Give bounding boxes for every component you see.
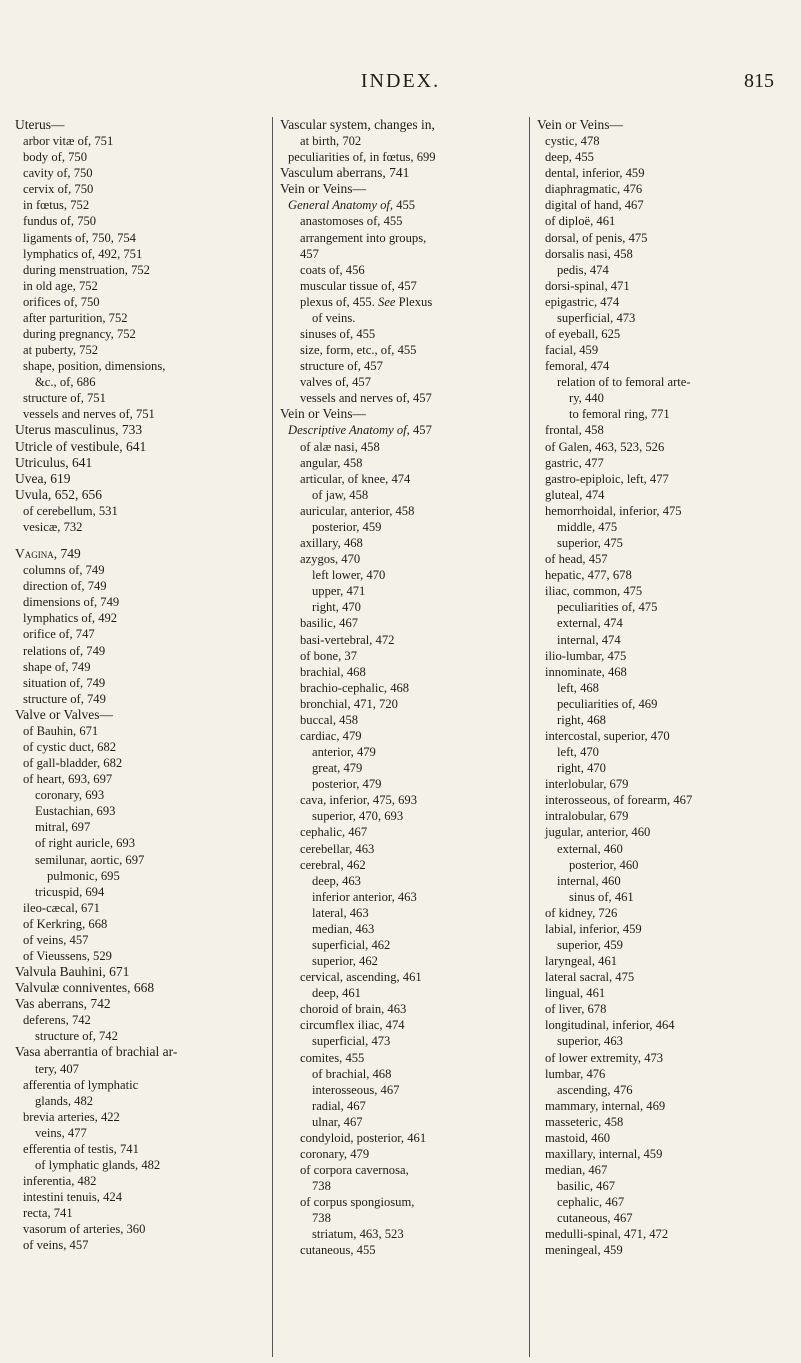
index-heading: Vein or Veins— bbox=[280, 406, 366, 422]
index-entry: gastric, 477 bbox=[545, 455, 604, 470]
index-entry: of jaw, 458 bbox=[312, 487, 369, 502]
index-entry: valves of, 457 bbox=[300, 375, 371, 390]
index-entry: cervical, ascending, 461 bbox=[300, 970, 422, 985]
index-entry: of cystic duct, 682 bbox=[23, 739, 117, 754]
index-entry: longitudinal, inferior, 464 bbox=[545, 1018, 675, 1033]
index-column-3 bbox=[537, 117, 795, 1259]
index-entry: gastro-epiploic, left, 477 bbox=[545, 471, 669, 486]
index-entry: dimensions of, 749 bbox=[23, 595, 120, 610]
index-entry: of eyeball, 625 bbox=[545, 327, 621, 342]
index-entry: during pregnancy, 752 bbox=[23, 327, 136, 342]
index-entry: superior, 459 bbox=[557, 937, 623, 952]
index-heading: Vascular system, changes in, bbox=[280, 117, 435, 132]
index-entry: at puberty, 752 bbox=[23, 343, 99, 358]
index-entry: hepatic, 477, 678 bbox=[545, 568, 632, 583]
index-entry: left, 470 bbox=[557, 745, 599, 760]
index-entry: external, 460 bbox=[557, 841, 623, 856]
index-entry: external, 474 bbox=[557, 616, 623, 631]
index-entry: of gall-bladder, 682 bbox=[23, 756, 123, 771]
column-divider bbox=[529, 117, 530, 1357]
index-entry: intercostal, superior, 470 bbox=[545, 728, 670, 743]
index-entry: cerebral, 462 bbox=[300, 857, 366, 872]
index-entry: deep, 461 bbox=[312, 986, 361, 1001]
index-entry: bronchial, 471, 720 bbox=[300, 696, 398, 711]
index-entry: medulli-spinal, 471, 472 bbox=[545, 1227, 669, 1242]
index-entry: middle, 475 bbox=[557, 519, 618, 534]
index-entry: anastomoses of, 455 bbox=[300, 214, 403, 229]
index-entry: shape, position, dimensions, bbox=[23, 359, 166, 374]
index-entry: dorsi-spinal, 471 bbox=[545, 278, 630, 293]
column-divider bbox=[272, 117, 273, 1357]
index-entry: 738 bbox=[312, 1211, 331, 1226]
index-entry: of brachial, 468 bbox=[312, 1066, 392, 1081]
index-entry: recta, 741 bbox=[23, 1206, 73, 1221]
index-entry: superficial, 473 bbox=[312, 1034, 391, 1049]
index-entry: vessels and nerves of, 457 bbox=[300, 391, 432, 406]
index-entry: 738 bbox=[312, 1179, 331, 1194]
index-entry: vesicæ, 732 bbox=[23, 519, 83, 534]
spacer bbox=[15, 535, 260, 546]
index-entry: superior, 475 bbox=[557, 536, 623, 551]
index-heading: Vein or Veins— bbox=[537, 117, 623, 132]
index-entry: of kidney, 726 bbox=[545, 905, 618, 920]
index-entry: afferentia of lymphatic bbox=[23, 1077, 139, 1092]
index-entry: internal, 460 bbox=[557, 873, 621, 888]
index-entry: intestini tenuis, 424 bbox=[23, 1190, 122, 1205]
index-entry: sinuses of, 455 bbox=[300, 327, 376, 342]
index-entry: auricular, anterior, 458 bbox=[300, 503, 415, 518]
index-entry: superior, 470, 693 bbox=[312, 809, 404, 824]
index-entry: frontal, 458 bbox=[545, 423, 604, 438]
index-heading: Valvula Bauhini, 671 bbox=[15, 964, 130, 980]
page-title: INDEX. bbox=[360, 70, 441, 92]
index-entry: of veins. bbox=[312, 310, 356, 325]
index-entry: dorsalis nasi, 458 bbox=[545, 246, 633, 261]
index-entry: shape of, 749 bbox=[23, 659, 91, 674]
index-heading: Uvea, 619 bbox=[15, 470, 71, 486]
index-entry: of corpora cavernosa, bbox=[300, 1163, 409, 1178]
index-entry: veins, 477 bbox=[35, 1125, 87, 1140]
index-entry: of cerebellum, 531 bbox=[23, 503, 118, 518]
index-entry: diaphragmatic, 476 bbox=[545, 182, 643, 197]
index-entry: ilio-lumbar, 475 bbox=[545, 648, 627, 663]
index-entry: orifice of, 747 bbox=[23, 627, 95, 642]
index-entry: coronary, 479 bbox=[300, 1147, 370, 1161]
index-entry: lumbar, 476 bbox=[545, 1066, 606, 1081]
index-entry: cava, inferior, 475, 693 bbox=[300, 793, 417, 808]
index-entry: of liver, 678 bbox=[545, 1002, 607, 1017]
index-entry: jugular, anterior, 460 bbox=[545, 825, 651, 840]
index-entry: epigastric, 474 bbox=[545, 294, 620, 309]
index-entry: basilic, 467 bbox=[557, 1179, 616, 1194]
index-heading: Uterus masculinus, 733 bbox=[15, 422, 143, 438]
index-entry: relation of to femoral arte- bbox=[557, 375, 691, 390]
index-entry: orifices of, 750 bbox=[23, 294, 100, 309]
index-entry: cephalic, 467 bbox=[300, 825, 368, 840]
index-entry: direction of, 749 bbox=[23, 579, 107, 594]
index-entry: choroid of brain, 463 bbox=[300, 1002, 407, 1017]
index-entry: mitral, 697 bbox=[35, 820, 91, 835]
index-entry: ligaments of, 750, 754 bbox=[23, 230, 136, 245]
index-entry: plexus of, 455. See Plexus bbox=[300, 294, 433, 309]
index-entry: of bone, 37 bbox=[300, 648, 358, 663]
index-entry: cerebellar, 463 bbox=[300, 841, 375, 856]
index-entry: interlobular, 679 bbox=[545, 777, 629, 792]
index-entry: columns of, 749 bbox=[23, 563, 105, 578]
index-entry: left lower, 470 bbox=[312, 568, 386, 583]
index-entry: mastoid, 460 bbox=[545, 1130, 611, 1145]
index-entry: vessels and nerves of, 751 bbox=[23, 407, 155, 422]
index-entry: of alæ nasi, 458 bbox=[300, 439, 380, 454]
index-entry: during menstruation, 752 bbox=[23, 262, 150, 277]
index-entry: inferentia, 482 bbox=[23, 1174, 97, 1189]
index-entry: meningeal, 459 bbox=[545, 1243, 623, 1258]
index-entry: posterior, 459 bbox=[312, 519, 382, 534]
index-entry: internal, 474 bbox=[557, 632, 621, 647]
index-entry: superior, 462 bbox=[312, 954, 378, 969]
index-entry: cutaneous, 467 bbox=[557, 1211, 633, 1226]
index-entry: digital of hand, 467 bbox=[545, 198, 644, 213]
index-entry: cutaneous, 455 bbox=[300, 1243, 376, 1258]
index-entry: right, 470 bbox=[557, 761, 606, 776]
index-entry: vasorum of arteries, 360 bbox=[23, 1222, 146, 1237]
index-entry: lingual, 461 bbox=[545, 986, 606, 1001]
index-entry: to femoral ring, 771 bbox=[569, 407, 670, 422]
index-entry: upper, 471 bbox=[312, 584, 366, 599]
index-entry: cardiac, 479 bbox=[300, 728, 362, 743]
index-entry: peculiarities of, 469 bbox=[557, 696, 658, 711]
index-entry: body of, 750 bbox=[23, 150, 88, 165]
index-entry: deferens, 742 bbox=[23, 1013, 91, 1028]
page-header bbox=[0, 70, 801, 100]
index-entry: peculiarities of, in fœtus, 699 bbox=[288, 150, 436, 165]
index-entry: superficial, 462 bbox=[312, 937, 391, 952]
index-entry: superior, 463 bbox=[557, 1034, 623, 1049]
index-entry: arbor vitæ of, 751 bbox=[23, 134, 114, 149]
index-entry: maxillary, internal, 459 bbox=[545, 1147, 663, 1161]
index-entry: cervix of, 750 bbox=[23, 182, 94, 197]
index-entry: buccal, 458 bbox=[300, 712, 359, 727]
index-entry: Eustachian, 693 bbox=[35, 804, 116, 819]
index-entry: anterior, 479 bbox=[312, 745, 376, 760]
index-entry: articular, of knee, 474 bbox=[300, 471, 411, 486]
index-entry: tricuspid, 694 bbox=[35, 884, 105, 899]
index-entry: coronary, 693 bbox=[35, 788, 105, 803]
index-entry: of Vieussens, 529 bbox=[23, 948, 112, 963]
index-entry: great, 479 bbox=[312, 761, 363, 776]
index-entry: sinus of, 461 bbox=[569, 889, 634, 904]
index-column-1 bbox=[15, 117, 260, 1253]
index-entry: pedis, 474 bbox=[557, 262, 609, 277]
index-entry: median, 463 bbox=[312, 921, 375, 936]
index-entry: cavity of, 750 bbox=[23, 166, 93, 181]
index-entry: of Kerkring, 668 bbox=[23, 916, 108, 931]
index-heading: Uvula, 652, 656 bbox=[15, 486, 102, 502]
index-entry: fundus of, 750 bbox=[23, 214, 97, 229]
index-entry: cystic, 478 bbox=[545, 134, 600, 149]
index-entry: efferentia of testis, 741 bbox=[23, 1141, 139, 1156]
index-entry: basi-vertebral, 472 bbox=[300, 632, 395, 647]
index-entry: median, 467 bbox=[545, 1163, 608, 1178]
index-entry: ulnar, 467 bbox=[312, 1114, 363, 1129]
index-entry: posterior, 460 bbox=[569, 857, 639, 872]
index-entry: of corpus spongiosum, bbox=[300, 1195, 415, 1210]
index-entry: of lower extremity, 473 bbox=[545, 1050, 664, 1065]
index-entry: brachial, 468 bbox=[300, 664, 366, 679]
index-entry: masseteric, 458 bbox=[545, 1114, 624, 1129]
index-entry: of head, 457 bbox=[545, 552, 608, 567]
index-entry: mammary, internal, 469 bbox=[545, 1098, 666, 1113]
index-entry: radial, 467 bbox=[312, 1098, 366, 1113]
index-entry: cephalic, 467 bbox=[557, 1195, 625, 1210]
index-entry: angular, 458 bbox=[300, 455, 363, 470]
index-entry: interosseous, 467 bbox=[312, 1082, 400, 1097]
index-entry: femoral, 474 bbox=[545, 359, 610, 374]
index-entry: innominate, 468 bbox=[545, 664, 627, 679]
index-entry: of veins, 457 bbox=[23, 932, 89, 947]
index-entry: hemorrhoidal, inferior, 475 bbox=[545, 503, 682, 518]
index-entry: of right auricle, 693 bbox=[35, 836, 136, 851]
index-entry: at birth, 702 bbox=[300, 134, 362, 149]
index-entry: structure of, 457 bbox=[300, 359, 383, 374]
index-entry: 457 bbox=[300, 246, 319, 261]
index-entry: labial, inferior, 459 bbox=[545, 921, 642, 936]
index-heading: Vein or Veins— bbox=[280, 181, 366, 197]
index-entry: semilunar, aortic, 697 bbox=[35, 852, 145, 867]
index-entry: structure of, 742 bbox=[35, 1029, 118, 1044]
index-entry: relations of, 749 bbox=[23, 643, 106, 658]
index-column-2 bbox=[280, 117, 525, 1259]
index-entry: posterior, 479 bbox=[312, 777, 382, 792]
index-entry: circumflex iliac, 474 bbox=[300, 1018, 405, 1033]
index-entry: coats of, 456 bbox=[300, 262, 365, 277]
index-heading: Vas aberrans, 742 bbox=[15, 996, 111, 1012]
index-entry: ry, 440 bbox=[569, 391, 604, 406]
index-entry: after parturition, 752 bbox=[23, 310, 128, 325]
index-entry: axillary, 468 bbox=[300, 536, 363, 551]
index-heading: Valve or Valves— bbox=[15, 706, 113, 722]
index-entry: azygos, 470 bbox=[300, 552, 361, 567]
index-entry: in fœtus, 752 bbox=[23, 198, 90, 213]
index-entry: left, 468 bbox=[557, 680, 599, 695]
index-entry: brachio-cephalic, 468 bbox=[300, 680, 410, 695]
index-heading: Valvulæ conniventes, 668 bbox=[15, 980, 155, 996]
index-heading: Utriculus, 641 bbox=[15, 454, 93, 470]
index-entry: of lymphatic glands, 482 bbox=[35, 1158, 161, 1172]
index-entry: structure of, 749 bbox=[23, 691, 106, 706]
index-entry: condyloid, posterior, 461 bbox=[300, 1130, 427, 1145]
index-entry: of heart, 693, 697 bbox=[23, 772, 113, 787]
index-entry: peculiarities of, 475 bbox=[557, 600, 658, 615]
index-entry: basilic, 467 bbox=[300, 616, 359, 631]
index-entry: in old age, 752 bbox=[23, 278, 98, 293]
index-entry: lateral sacral, 475 bbox=[545, 970, 635, 985]
index-entry: right, 468 bbox=[557, 712, 606, 727]
index-entry: striatum, 463, 523 bbox=[312, 1227, 404, 1242]
index-heading: Utricle of vestibule, 641 bbox=[15, 438, 147, 454]
index-entry: lymphatics of, 492, 751 bbox=[23, 246, 143, 261]
index-entry: deep, 463 bbox=[312, 873, 361, 888]
index-entry: inferior anterior, 463 bbox=[312, 889, 417, 904]
index-entry: ascending, 476 bbox=[557, 1082, 633, 1097]
index-entry: pulmonic, 695 bbox=[47, 868, 120, 883]
index-entry: structure of, 751 bbox=[23, 391, 106, 406]
index-entry: of veins, 457 bbox=[23, 1238, 89, 1253]
index-entry: tery, 407 bbox=[35, 1061, 79, 1076]
index-entry: glands, 482 bbox=[35, 1093, 94, 1108]
index-entry: intralobular, 679 bbox=[545, 809, 629, 824]
index-entry: situation of, 749 bbox=[23, 675, 106, 690]
index-entry: superficial, 473 bbox=[557, 310, 636, 325]
index-entry: lateral, 463 bbox=[312, 905, 369, 920]
index-heading: Vasculum aberrans, 741 bbox=[280, 165, 410, 181]
index-entry: dorsal, of penis, 475 bbox=[545, 230, 648, 245]
index-entry: muscular tissue of, 457 bbox=[300, 278, 417, 293]
index-entry: ileo-cæcal, 671 bbox=[23, 900, 100, 915]
index-entry: lymphatics of, 492 bbox=[23, 611, 118, 626]
index-entry: interosseous, of forearm, 467 bbox=[545, 793, 693, 808]
index-entry: iliac, common, 475 bbox=[545, 584, 643, 599]
index-entry: of diploë, 461 bbox=[545, 214, 616, 229]
index-entry: Descriptive Anatomy of, 457 bbox=[288, 423, 432, 438]
index-entry: size, form, etc., of, 455 bbox=[300, 343, 417, 358]
index-entry: General Anatomy of, 455 bbox=[288, 198, 416, 213]
index-entry: gluteal, 474 bbox=[545, 487, 605, 502]
index-entry: right, 470 bbox=[312, 600, 361, 615]
index-entry: facial, 459 bbox=[545, 343, 599, 358]
index-entry: arrangement into groups, bbox=[300, 230, 427, 245]
index-entry: dental, inferior, 459 bbox=[545, 166, 645, 181]
index-entry: laryngeal, 461 bbox=[545, 954, 618, 969]
index-entry: of Bauhin, 671 bbox=[23, 723, 99, 738]
index-heading: Uterus— bbox=[15, 117, 65, 132]
index-entry: comites, 455 bbox=[300, 1050, 365, 1065]
index-entry: of Galen, 463, 523, 526 bbox=[545, 439, 665, 454]
index-entry: brevia arteries, 422 bbox=[23, 1109, 120, 1124]
index-entry: &c., of, 686 bbox=[35, 375, 96, 390]
index-heading: Vagina, 749 bbox=[15, 546, 81, 562]
index-heading: Vasa aberrantia of brachial ar- bbox=[15, 1044, 178, 1060]
index-entry: deep, 455 bbox=[545, 150, 594, 165]
page-number: 815 bbox=[744, 70, 774, 92]
